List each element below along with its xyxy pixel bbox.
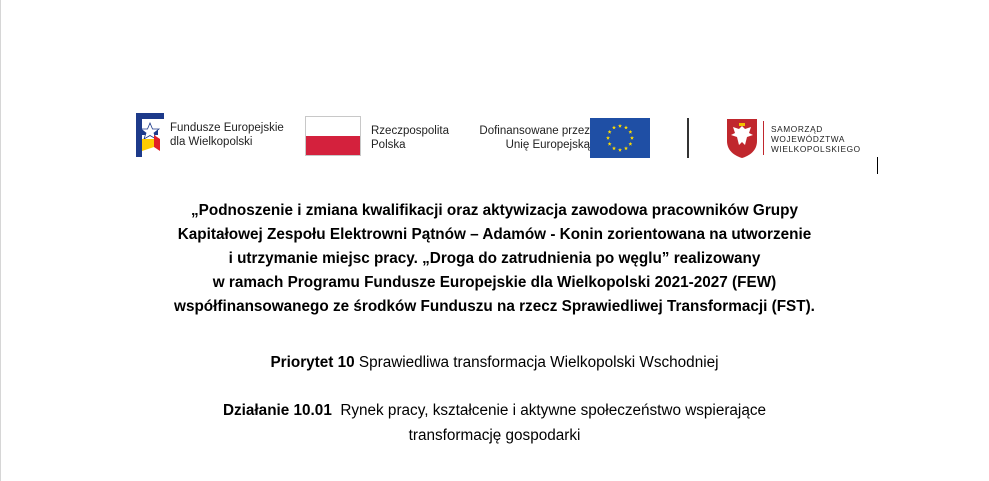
title-line: w ramach Programu Fundusze Europejskie dla Wielkopolski 2021-2027 (FEW) bbox=[212, 274, 777, 291]
title-line: „Podnoszenie i zmiana kwalifikacji oraz aktywizacja zawodowa pracowników Grupy bbox=[191, 202, 798, 219]
action-label: Działanie 10.01 bbox=[222, 402, 332, 419]
project-title bbox=[100, 199, 889, 319]
action-text-line2: transformację gospodarki bbox=[408, 427, 581, 444]
action-text-line1: Rynek pracy, kształcenie i aktywne społeczeństwo wspierające bbox=[340, 402, 766, 419]
fundusze-europejskie-logo bbox=[134, 109, 304, 161]
logo-divider bbox=[687, 118, 689, 158]
samorzad-wojewodztwa-logo bbox=[725, 117, 875, 159]
priority-label: Priorytet 10 bbox=[270, 354, 355, 371]
priority-text: Sprawiedliwa transformacja Wielkopolski Wschodniej bbox=[358, 354, 719, 371]
eu-funding-logo bbox=[472, 118, 652, 160]
fe-logo-line1: Fundusze Europejskie bbox=[170, 122, 284, 134]
priority-line bbox=[100, 352, 889, 374]
sw-logo-line3: WIELKOPOLSKIEGO bbox=[771, 144, 861, 154]
eu-logo-line2: Unię Europejską bbox=[505, 139, 590, 151]
sw-logo-line1: SAMORZĄD bbox=[771, 124, 823, 134]
logo-bar bbox=[122, 103, 872, 163]
eagle-crest-icon bbox=[725, 117, 759, 159]
sw-logo-line2: WOJEWÓDZTWA bbox=[771, 134, 846, 144]
fe-logo-line2: dla Wielkopolski bbox=[170, 136, 253, 148]
text-cursor bbox=[877, 157, 878, 174]
eu-flag-icon bbox=[590, 118, 650, 158]
rp-logo-line2: Polska bbox=[371, 139, 406, 151]
action-block bbox=[100, 398, 889, 448]
crest-separator bbox=[763, 121, 764, 155]
title-line: Kapitałowej Zespołu Elektrowni Pątnów – Adamów - Konin zorientowana na utworzenie bbox=[177, 226, 812, 243]
page-left-edge bbox=[0, 0, 1, 481]
rp-logo-line1: Rzeczpospolita bbox=[371, 125, 449, 137]
fe-star-icon bbox=[134, 109, 168, 161]
polish-flag-icon bbox=[305, 116, 361, 156]
title-line: i utrzymanie miejsc pracy. „Droga do zatrudnienia po węglu” realizowany bbox=[228, 250, 761, 267]
title-line: współfinansowanego ze środków Funduszu na rzecz Sprawiedliwej Transformacji (FST). bbox=[174, 298, 815, 315]
action-line-1 bbox=[100, 398, 889, 423]
rzeczpospolita-polska-logo bbox=[305, 116, 475, 158]
eu-logo-line1: Dofinansowane przez bbox=[479, 125, 590, 137]
